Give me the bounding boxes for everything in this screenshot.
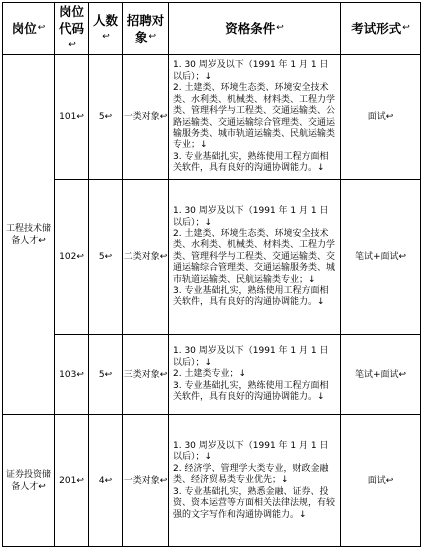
qual-line: 3. 专业基础扎实，熟练使用工程方面相关软件，具有良好的沟通协调能力。↓ [173, 151, 329, 174]
qual-line: 1. 30 周岁及以下（1991 年 1 月 1 日以后）；↓ [173, 346, 329, 368]
exam-cell: 面试↩ [341, 415, 421, 547]
target-cell: 二类对象↩ [123, 180, 169, 335]
qual-line: 2. 土建类、环境生态类、环境安全技术类、水利类、机械类、材料类、工程力学类、管理科学与工程类、交通运输类、交通运输综合管理类、交通运输服务类、城市轨道运输类、民航运输类专业；↓ [173, 228, 336, 285]
qual-line: 1. 30 周岁及以下（1991 年 1 月 1 日以后）；↓ [173, 206, 329, 228]
header-post: 岗位↩ [3, 3, 55, 55]
qual-line: 1. 30 周岁及以下（1991 年 1 月 1 日以后）；↓ [173, 60, 329, 82]
qualification-cell [169, 180, 341, 335]
table-row [3, 415, 421, 547]
qual-line: 3. 专业基础扎实，熟悉金融、证券、投资、资本运营等方面相关法律法规，有较强的文字写作和沟通协调能力。↓ [173, 486, 336, 520]
header-qualification: 资格条件↩ [169, 3, 341, 55]
code-cell: 102↩ [55, 180, 89, 335]
qualification-cell [169, 415, 341, 547]
qual-line: 2. 土建类、环境生态类、环境安全技术类、水利类、机械类、材料类、工程力学类、管理科学与工程类、交通运输类、公路运输类、交通运输综合管理类、交通运输服务类、城市轨道运输类、民航运输类专业；↓ [173, 83, 336, 151]
qual-line: 3. 专业基础扎实，熟练使用工程方面相关软件，具有良好的沟通协调能力。↓ [173, 286, 329, 308]
table-row [3, 55, 421, 180]
header-row [3, 3, 421, 55]
code-cell: 103↩ [55, 335, 89, 415]
exam-cell: 笔试+面试↩ [341, 180, 421, 335]
code-cell: 101↩ [55, 55, 89, 180]
count-cell: 5↩ [89, 335, 123, 415]
header-target: 招聘对象↩ [123, 3, 169, 55]
qualification-cell [169, 335, 341, 415]
target-cell: 一类对象↩ [123, 415, 169, 547]
qual-line: 2. 土建类专业；↓ [173, 369, 246, 380]
qual-line: 1. 30 周岁及以下（1991 年 1 月 1 日以后）；↓ [173, 441, 329, 463]
count-cell: 5↩ [89, 180, 123, 335]
header-exam: 考试形式↩ [341, 3, 421, 55]
post-cell-securities: 证券投资储备人才↩ [3, 415, 55, 547]
qual-line: 3. 专业基础扎实，熟练使用工程方面相关软件，具有良好的沟通协调能力。↓ [173, 380, 329, 403]
target-cell: 三类对象↩ [123, 335, 169, 415]
exam-cell: 面试↩ [341, 55, 421, 180]
table-row [3, 180, 421, 335]
post-cell-engineering: 工程技术储备人才↩ [3, 55, 55, 415]
count-cell: 4↩ [89, 415, 123, 547]
header-code: 岗位代码↩ [55, 3, 89, 55]
recruitment-table [2, 2, 421, 547]
qualification-cell [169, 55, 341, 180]
qual-line: 2. 经济学、管理学大类专业，财政金融类、经济贸易类专业优先；↓ [173, 463, 329, 486]
code-cell: 201↩ [55, 415, 89, 547]
table-row [3, 335, 421, 415]
exam-cell: 笔试+面试↩ [341, 335, 421, 415]
count-cell: 5↩ [89, 55, 123, 180]
target-cell: 一类对象↩ [123, 55, 169, 180]
header-count: 人数↩ [89, 3, 123, 55]
